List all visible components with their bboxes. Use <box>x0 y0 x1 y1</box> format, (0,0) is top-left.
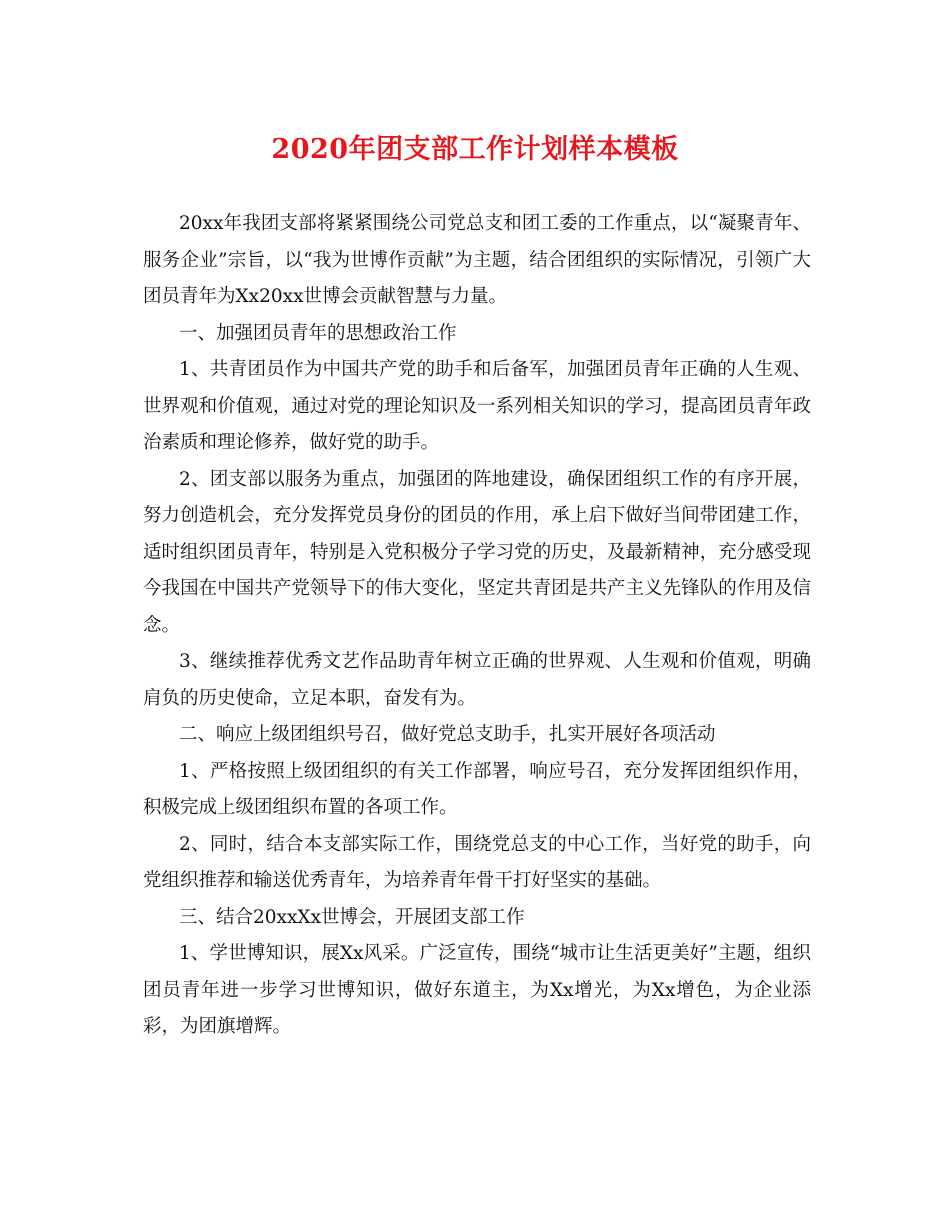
section-heading-2: 二、响应上级团组织号召，做好党总支助手，扎实开展好各项活动 <box>179 724 716 745</box>
intro-paragraph: 20xx年我团支部将紧紧围绕公司党总支和团工委的工作重点，以“凝聚青年、服务企业”宗旨，以“我为世博作贡献”为主题，结合团组织的实际情况，引领广大团员青年为Xx20xx世博会贡献智慧与力量。 <box>143 213 811 307</box>
section-1-item-3: 3、继续推荐优秀文艺作品助青年树立正确的世界观、人生观和价值观，明确肩负的历史使命，立足本职，奋发有为。 <box>143 651 811 709</box>
section-1-item-2: 2、团支部以服务为重点，加强团的阵地建设，确保团组织工作的有序开展，努力创造机会，充分发挥党员身份的团员的作用，承上启下做好当间带团建工作，适时组织团员青年，特别是入党积极分子学习党的历史，及最新精神，充分感受现今我国在中国共产党领导下的伟大变化，坚定共青团是共产主义先锋队的作用及信念。 <box>143 468 811 636</box>
document-title: 2020年团支部工作计划样本模板 <box>271 134 679 165</box>
section-1-item-1: 1、共青团员作为中国共产党的助手和后备军，加强团员青年正确的人生观、世界观和价值观，通过对党的理论知识及一系列相关知识的学习，提高团员青年政治素质和理论修养，做好党的助手。 <box>143 359 811 453</box>
section-3-item-1: 1、学世博知识，展Xx风采。广泛宣传，围绕“城市让生活更美好”主题，组织团员青年进一步学习世博知识，做好东道主，为Xx增光，为Xx增色，为企业添彩，为团旗增辉。 <box>143 943 811 1037</box>
section-heading-1: 一、加强团员青年的思想政治工作 <box>179 322 457 344</box>
section-heading-3: 三、结合20xxXx世博会，开展团支部工作 <box>179 906 525 928</box>
section-2-item-1: 1、严格按照上级团组织的有关工作部署，响应号召，充分发挥团组织作用，积极完成上级团组织布置的各项工作。 <box>143 760 811 818</box>
section-2-item-2: 2、同时，结合本支部实际工作，围绕党总支的中心工作，当好党的助手，向党组织推荐和输送优秀青年，为培养青年骨干打好坚实的基础。 <box>143 833 811 891</box>
document-body <box>143 206 811 1046</box>
